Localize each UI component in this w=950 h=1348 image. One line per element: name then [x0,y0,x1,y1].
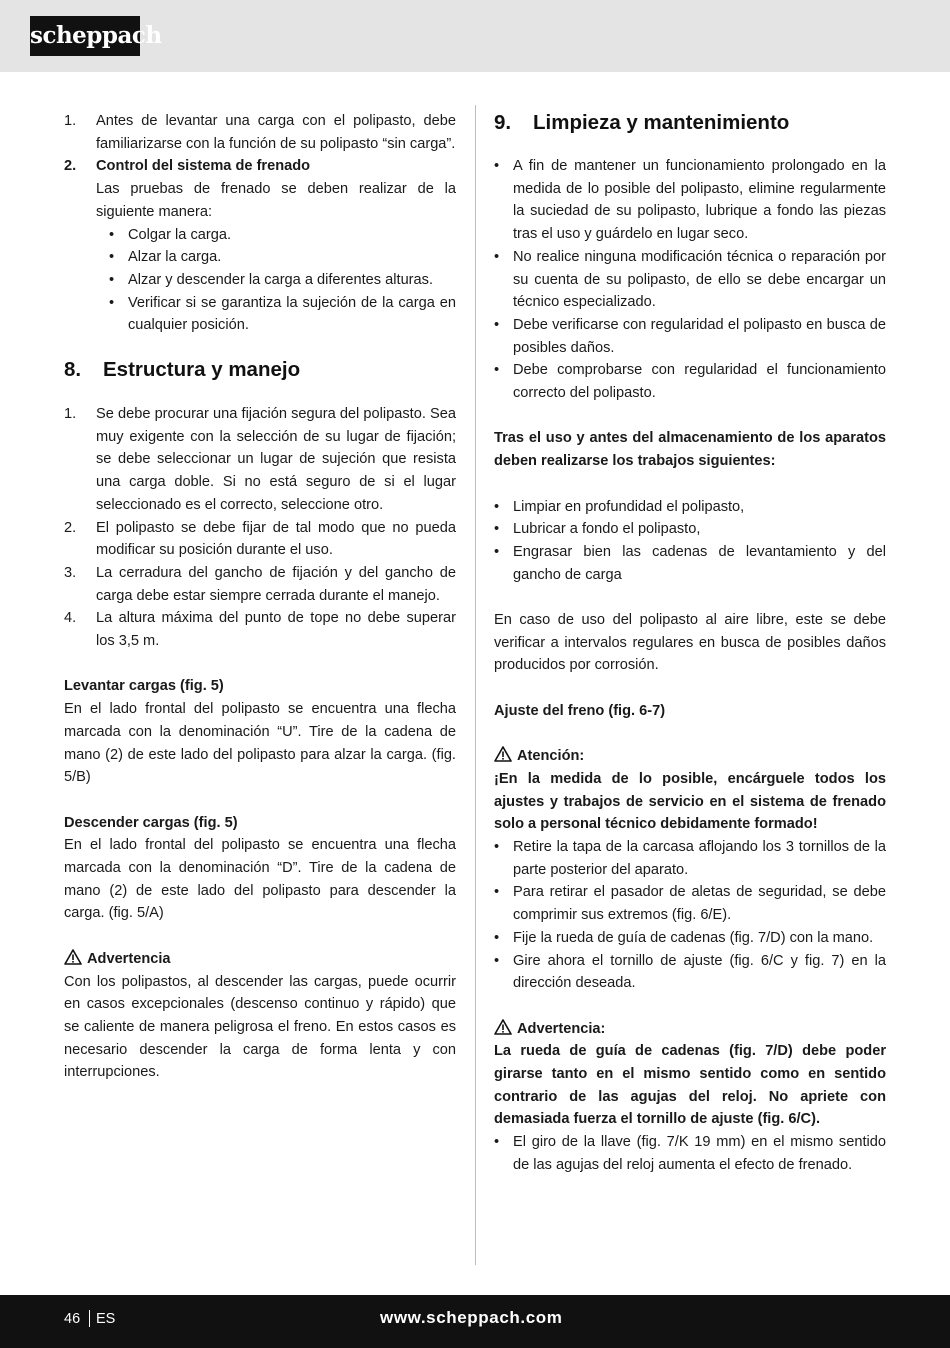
column-divider [475,105,476,1265]
list-item: • Verificar si se garantiza la sujeción de la carga en cualquier posición. [109,292,456,337]
right-column [494,110,886,1177]
list-item: • A fin de mantener un funcionamiento prolongado en la medida de lo posible del polipasto, elimine regularmente la suciedad de su polipasto, lubrique a fondo las piezas tras el uso y guárdelo en lugar seco. [494,155,886,246]
list-item: 3. La cerradura del gancho de fijación y del gancho de carga debe estar siempre cerrada durante el manejo. [64,564,456,604]
list-item: 1. Antes de levantar una carga con el polipasto, debe familiarizarse con la función de su polipasto “sin carga”. [64,113,456,152]
brake-steps-list [494,836,886,995]
warning-icon [494,746,512,762]
brake-test-steps [109,224,456,338]
list-item: • Para retirar el pasador de aletas de seguridad, se debe comprimir sus extremos (fig. 6/E). [494,881,886,926]
list-item: • Gire ahora el tornillo de ajuste (fig. 6/C y fig. 7) en la dirección deseada. [494,950,886,995]
warning-icon [494,1019,512,1035]
attention-text: ¡En la medida de lo posible, encárguele todos los ajustes y trabajos de servicio en el sistema de frenado solo a personal técnico debidamente formado! [494,770,886,833]
warning-heading: Advertencia [64,948,456,971]
structure-list [64,403,456,653]
language-code: ES [96,1311,116,1327]
section-9-heading: 9. Limpieza y mantenimiento [494,111,790,134]
list-item: • Fije la rueda de guía de cadenas (fig. 7/D) con la mano. [494,927,886,950]
website-url: www.scheppach.com [380,1308,563,1327]
wrench-list [494,1131,886,1176]
warning-icon [64,949,82,965]
page-number: 46 [64,1311,81,1327]
list-item: • Alzar y descender la carga a diferentes alturas. [109,269,456,292]
list-item: • El giro de la llave (fig. 7/K 19 mm) en el mismo sentido de las agujas del reloj aumenta el efecto de frenado. [494,1131,886,1176]
lift-loads-text: En el lado frontal del polipasto se encuentra una flecha marcada con la denominación “U”. Tire de la cadena de mano (2) de este lado del polipasto para alzar la carga. (fig. 5/B) [64,701,456,786]
section-8-heading: 8. Estructura y manejo [64,358,301,382]
lower-loads-text: En el lado frontal del polipasto se encuentra una flecha marcada con la denominación “D”. Tire de la cadena de mano (2) de este lado del polipasto para descender la carga. (fig. 5/A) [64,837,456,922]
page-header [0,0,950,72]
scheppach-logo: scheppach [30,16,140,56]
list-item: • Lubricar a fondo el polipasto, [494,518,886,541]
attention-heading: Atención: [494,745,886,768]
list-item: 2. El polipasto se debe fijar de tal modo que no pueda modificar su posición durante el uso. [64,519,456,559]
list-item: 4. La altura máxima del punto de tope no debe superar los 3,5 m. [64,610,456,650]
warning2-text: La rueda de guía de cadenas (fig. 7/D) debe poder girarse tanto en el mismo sentido como en sentido contrario de las agujas del reloj. No apriete con demasiada fuerza el tornillo de ajuste (fig. 6/C). [494,1043,886,1128]
list-item: • Alzar la carga. [109,246,456,269]
warning2-heading: Advertencia: [494,1018,886,1041]
brake-adjust-heading: Ajuste del freno (fig. 6-7) [494,702,666,719]
footer-separator [89,1310,90,1327]
list-item: • Colgar la carga. [109,224,456,247]
list-item: • Debe verificarse con regularidad el polipasto en busca de posibles daños. [494,314,886,359]
outdoor-text: En caso de uso del polipasto al aire libre, este se debe verificar a intervalos regulares en busca de posibles daños producidos por corrosión. [494,612,886,674]
maintenance-list [494,155,886,405]
brake-test-list [64,110,456,337]
storage-list [494,496,886,587]
brake-control-title: Control del sistema de frenado [96,158,311,175]
list-item: • Debe comprobarse con regularidad el funcionamiento correcto del polipasto. [494,359,886,404]
list-item: • No realice ninguna modificación técnica o reparación por su cuenta de su polipasto, de ello se debe encargar un técnico especializado. [494,246,886,314]
list-item: • Limpiar en profundidad el polipasto, [494,496,886,519]
lower-loads-heading: Descender cargas (fig. 5) [64,814,238,831]
warning-text: Con los polipastos, al descender las cargas, puede ocurrir en casos excepcionales (descenso continuo y rápido) que se caliente de manera peligrosa el freno. En estos casos es necesario descender la carga de forma lenta y con interrupciones. [64,973,456,1081]
page-footer [0,1295,950,1348]
list-item: 1. Se debe procurar una fijación segura del polipasto. Sea muy exigente con la selección de su lugar de fijación; se debe seleccionar un lugar de sujeción que resista una carga doble. Si no está seguro de si el lugar seleccionado es el correcto, seleccione otro. [64,406,456,513]
list-item: • Engrasar bien las cadenas de levantamiento y del gancho de carga [494,541,886,586]
list-item: 2. Control del sistema de frenado Las pruebas de frenado se deben realizar de la siguiente manera: • Colgar la carga. • Alzar la carga. • Alzar y descender la carga a diferentes alturas. • Verificar si se garantiza la sujeción de la carga en cualquier posición. [64,155,456,337]
list-item: • Retire la tapa de la carcasa aflojando los 3 tornillos de la parte posterior del aparato. [494,836,886,881]
storage-heading: Tras el uso y antes del almacenamiento de los aparatos deben realizarse los trabajos siguientes: [494,430,886,470]
left-column [64,110,456,1084]
lift-loads-heading: Levantar cargas (fig. 5) [64,678,224,695]
